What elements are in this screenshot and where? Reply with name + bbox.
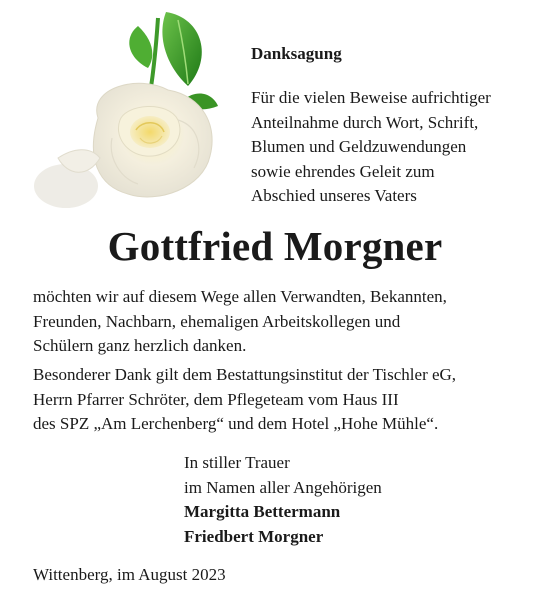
intro-text bbox=[251, 86, 491, 209]
special-thanks-line: des SPZ „Am Lerchenberg“ und dem Hotel „Hohe Mühle“. bbox=[33, 414, 439, 433]
mourning-line: In stiller Trauer bbox=[184, 453, 290, 472]
thanks-line: Freunden, Nachbarn, ehemaligen Arbeitskollegen und bbox=[33, 311, 401, 331]
intro-line: sowie ehrendes Geleit zum bbox=[251, 161, 435, 181]
special-thanks-line: Herrn Pfarrer Schröter, dem Pflegeteam vom Haus III bbox=[33, 389, 399, 409]
deceased-name: Gottfried Morgner bbox=[107, 223, 443, 269]
intro-line: Anteilnahme durch Wort, Schrift, bbox=[251, 112, 479, 132]
place-date: Wittenberg, im August 2023 bbox=[33, 565, 226, 584]
intro-line: Abschied unseres Vaters bbox=[251, 186, 417, 205]
thanks-paragraph bbox=[33, 285, 447, 359]
signatory-name: Friedbert Morgner bbox=[184, 526, 324, 546]
thanks-line: möchten wir auf diesem Wege allen Verwandten, Bekannten, bbox=[33, 287, 447, 306]
special-thanks-line: Besonderer Dank gilt dem Bestattungsinstitut der Tischler eG, bbox=[33, 365, 457, 384]
intro-line: Für die vielen Beweise aufrichtiger bbox=[251, 88, 491, 107]
intro-line: Blumen und Geldzuwendungen bbox=[251, 137, 467, 156]
heading: Danksagung bbox=[251, 44, 342, 63]
mourning-line: im Namen aller Angehörigen bbox=[184, 477, 382, 497]
mourners-block bbox=[184, 451, 382, 549]
thanks-line: Schülern ganz herzlich danken. bbox=[33, 336, 247, 355]
special-thanks-paragraph bbox=[33, 363, 456, 437]
signatory-name: Margitta Bettermann bbox=[184, 502, 341, 521]
white-rose-icon bbox=[28, 8, 233, 220]
